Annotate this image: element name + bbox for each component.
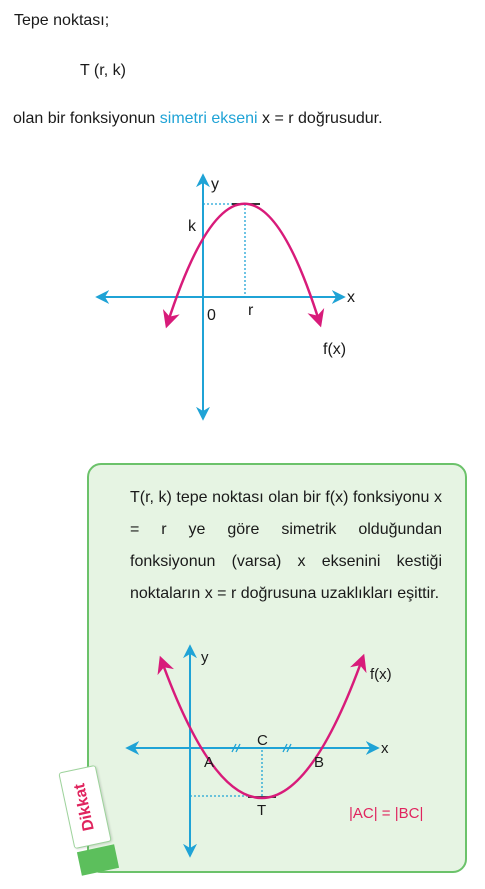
x-axis-label-2: x [381,740,389,757]
r-label: r [248,302,254,319]
sentence-after: x = r doğrusudur. [257,110,383,127]
curve-label: f(x) [323,341,347,358]
origin-label: 0 [207,307,216,324]
point-b-label: B [314,754,325,771]
equality-equation: |AC| = |BC| [349,805,424,822]
dikkat-label: Dikkat [71,781,98,833]
note-text: T(r, k) tepe noktası olan bir f(x) fonksiyonu x = r ye göre simetrik olduğundan fonksiyonun (varsa) x eksenini kestiği noktaların x = r doğrusuna uzaklıkları eşittir. [130,489,442,602]
point-c-label: C [257,732,268,749]
curve-label-2: f(x) [370,666,392,683]
vertex-label: T (r, k) [80,62,126,79]
point-a-label: A [204,754,215,771]
heading: Tepe noktası; [14,12,110,29]
symmetry-axis-term: simetri ekseni [159,110,258,127]
point-t-label: T [257,802,267,819]
y-axis-label: y [211,176,219,193]
x-axis-label: x [347,289,355,306]
sentence-before: olan bir fonksiyonun [13,110,160,127]
y-axis-label-2: y [201,649,209,666]
k-label: k [188,218,196,235]
parabola-curve-2 [161,657,363,798]
